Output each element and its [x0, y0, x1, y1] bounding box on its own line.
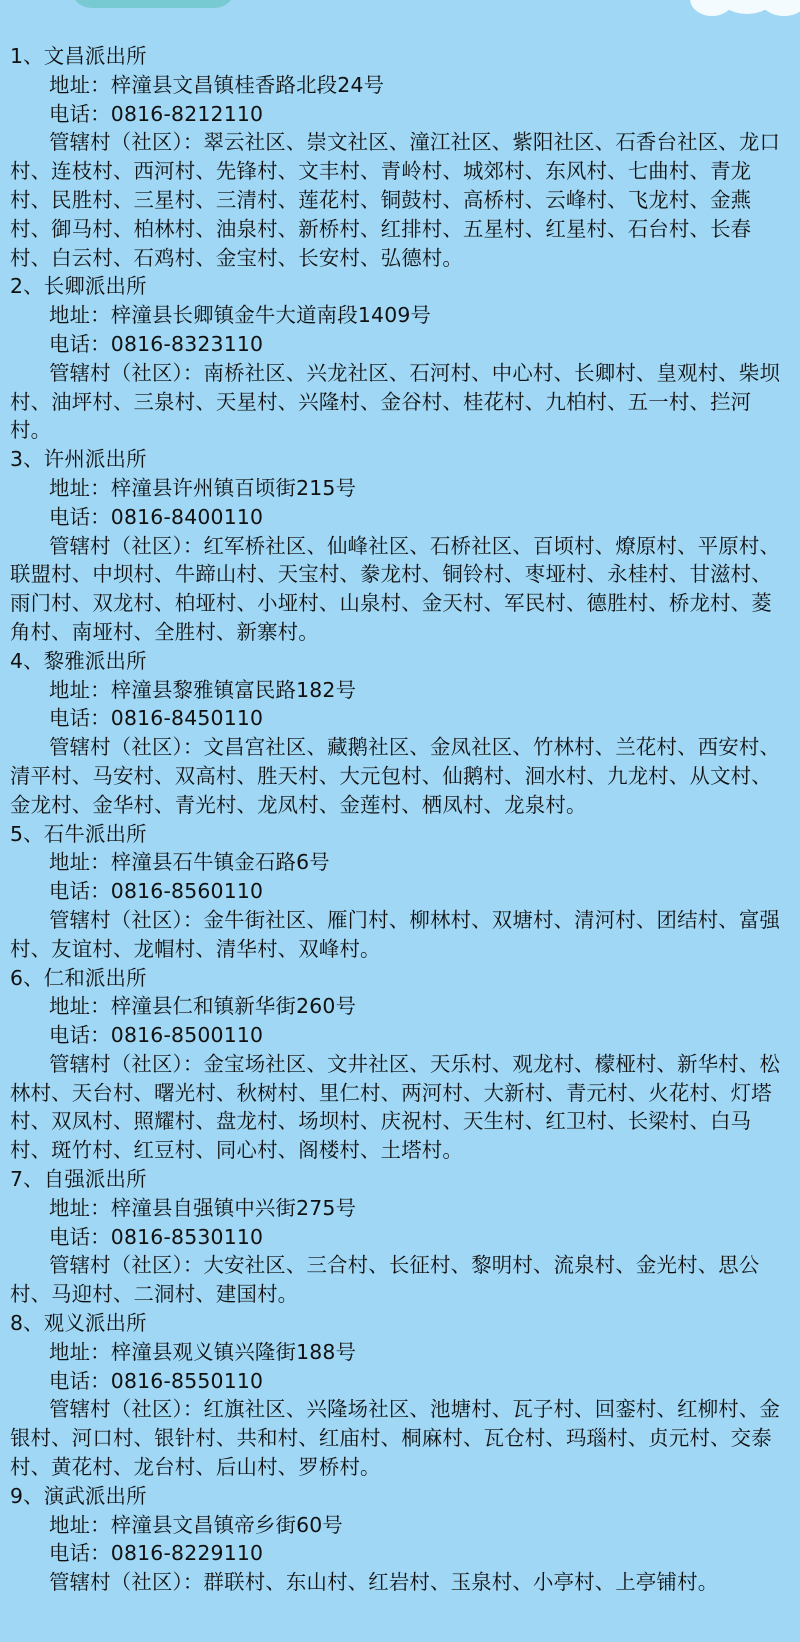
station-1 [10, 42, 790, 272]
station-title: 8、观义派出所 [10, 1311, 147, 1336]
station-jurisdiction: 管辖村（社区）：文昌宫社区、藏鹅社区、金凤社区、竹林村、兰花村、西安村、清平村、马安村、双高村、胜天村、大元包村、仙鹅村、洄水村、九龙村、从文村、金龙村、金华村、青光村、龙凤村、金莲村、栖凤村、龙泉村。 [10, 735, 781, 817]
station-jurisdiction: 管辖村（社区）：翠云社区、崇文社区、潼江社区、紫阳社区、石香台社区、龙口村、连枝村、西河村、先锋村、文丰村、青岭村、城郊村、东风村、七曲村、青龙村、民胜村、三星村、三清村、莲花村、铜鼓村、高桥村、云峰村、飞龙村、金燕村、御马村、柏林村、油泉村、新桥村、红排村、五星村、红星村、石台村、长春村、白云村、石鸡村、金宝村、长安村、弘德村。 [10, 130, 781, 270]
station-title: 3、许州派出所 [10, 447, 147, 472]
station-jurisdiction: 管辖村（社区）：大安社区、三合村、长征村、黎明村、流泉村、金光村、思公村、马迎村、二洞村、建国村。 [10, 1253, 760, 1307]
station-title: 6、仁和派出所 [10, 965, 147, 990]
station-address: 地址：梓潼县石牛镇金石路6号 [49, 850, 330, 875]
station-title: 1、文昌派出所 [10, 44, 147, 68]
station-phone: 电话：0816-8560110 [49, 879, 264, 904]
station-address: 地址：梓潼县文昌镇帝乡街60号 [49, 1512, 344, 1537]
station-address: 地址：梓潼县观义镇兴隆街188号 [49, 1339, 357, 1364]
station-7 [10, 1165, 790, 1309]
station-phone: 电话：0816-8530110 [49, 1224, 264, 1249]
station-jurisdiction: 管辖村（社区）：金牛街社区、雁门村、柳林村、双塘村、清河村、团结村、富强村、友谊村、龙帽村、清华村、双峰村。 [10, 907, 781, 961]
station-phone: 电话：0816-8400110 [49, 504, 264, 529]
station-jurisdiction: 管辖村（社区）：红军桥社区、仙峰社区、石桥社区、百顷村、燎原村、平原村、联盟村、中坝村、牛蹄山村、天宝村、豢龙村、铜铃村、枣垭村、永桂村、甘滋村、雨门村、双龙村、柏垭村、小垭村、山泉村、金天村、军民村、德胜村、桥龙村、菱角村、南垭村、全胜村、新寨村。 [10, 533, 781, 644]
station-address: 地址：梓潼县自强镇中兴街275号 [49, 1195, 357, 1220]
station-4 [10, 647, 790, 820]
station-5 [10, 820, 790, 964]
station-3 [10, 445, 790, 647]
cloud-base [704, 0, 800, 10]
cloud-decoration [690, 0, 800, 12]
station-title: 5、石牛派出所 [10, 821, 147, 846]
station-phone: 电话：0816-8450110 [49, 706, 264, 731]
station-phone: 电话：0816-8500110 [49, 1023, 264, 1048]
station-title: 9、演武派出所 [10, 1483, 147, 1508]
station-address: 地址：梓潼县文昌镇桂香路北段24号 [49, 72, 385, 97]
station-2 [10, 272, 790, 445]
station-phone: 电话：0816-8212110 [49, 101, 264, 126]
station-title: 7、自强派出所 [10, 1167, 147, 1192]
station-address: 地址：梓潼县仁和镇新华街260号 [49, 994, 357, 1019]
station-jurisdiction: 管辖村（社区）：红旗社区、兴隆场社区、池塘村、瓦子村、回銮村、红柳村、金银村、河口村、银针村、共和村、红庙村、桐麻村、瓦仓村、玛瑙村、贞元村、交泰村、黄花村、龙台村、后山村、罗桥村。 [10, 1397, 781, 1480]
top-decorative-tab [70, 0, 236, 8]
station-address: 地址：梓潼县长卿镇金牛大道南段1409号 [49, 303, 432, 328]
station-9 [10, 1482, 790, 1597]
station-6 [10, 964, 790, 1166]
station-address: 地址：梓潼县许州镇百顷街215号 [49, 475, 357, 500]
station-jurisdiction: 管辖村（社区）：群联村、东山村、红岩村、玉泉村、小亭村、上亭铺村。 [49, 1570, 719, 1595]
station-title: 2、长卿派出所 [10, 274, 147, 299]
station-jurisdiction: 管辖村（社区）：南桥社区、兴龙社区、石河村、中心村、长卿村、皇观村、柴坝村、油坪村、三泉村、天星村、兴隆村、金谷村、桂花村、九柏村、五一村、拦河村。 [10, 360, 781, 443]
station-8 [10, 1309, 790, 1482]
police-station-directory [10, 42, 790, 1597]
station-phone: 电话：0816-8550110 [49, 1368, 264, 1393]
station-title: 4、黎雅派出所 [10, 648, 147, 673]
station-phone: 电话：0816-8323110 [49, 331, 264, 356]
station-address: 地址：梓潼县黎雅镇富民路182号 [49, 677, 357, 702]
station-jurisdiction: 管辖村（社区）：金宝场社区、文井社区、天乐村、观龙村、檬桠村、新华村、松林村、天台村、曙光村、秋树村、里仁村、两河村、大新村、青元村、火花村、灯塔村、双凤村、照耀村、盘龙村、场坝村、庆祝村、天生村、红卫村、长梁村、白马村、斑竹村、红豆村、同心村、阁楼村、土塔村。 [10, 1051, 781, 1163]
station-phone: 电话：0816-8229110 [49, 1541, 264, 1566]
